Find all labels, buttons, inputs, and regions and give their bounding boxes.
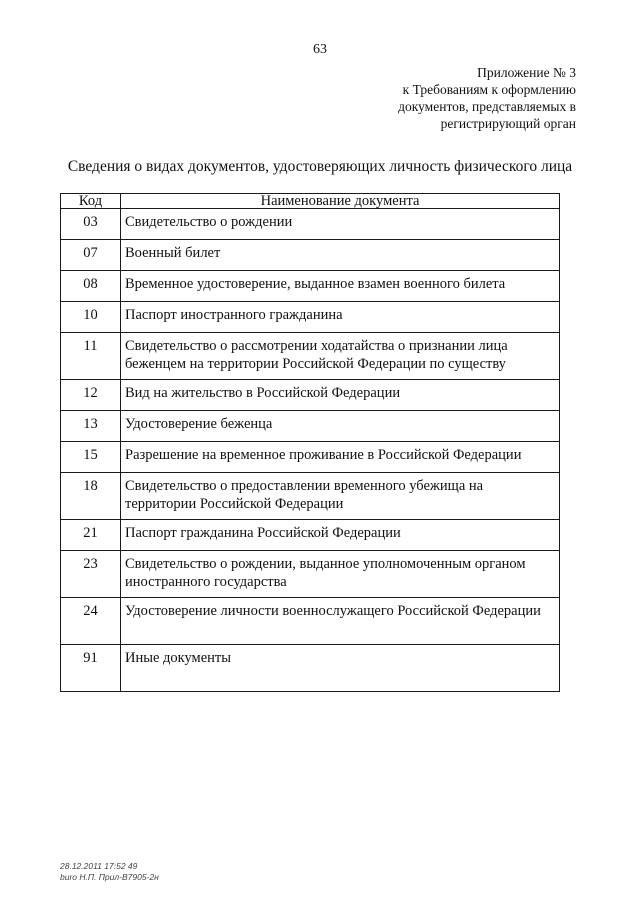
page-number: 63 bbox=[313, 42, 327, 57]
appendix-note bbox=[376, 64, 576, 132]
row-name: Паспорт гражданина Российской Федерации bbox=[121, 520, 560, 551]
table-row bbox=[61, 333, 560, 380]
table-row bbox=[61, 271, 560, 302]
table-row bbox=[61, 520, 560, 551]
row-name: Свидетельство о рождении, выданное уполномоченным органом иностранного государства bbox=[121, 551, 560, 598]
row-name: Свидетельство о предоставлении временного убежища на территории Российской Федерации bbox=[121, 473, 560, 520]
row-name: Вид на жительство в Российской Федерации bbox=[121, 380, 560, 411]
row-code: 21 bbox=[61, 520, 121, 551]
document-title: Сведения о видах документов, удостоверяющих личность физического лица bbox=[67, 158, 573, 175]
row-name: Паспорт иностранного гражданина bbox=[121, 302, 560, 333]
row-code: 24 bbox=[61, 598, 121, 645]
document-types-table bbox=[60, 193, 560, 692]
table-row bbox=[61, 302, 560, 333]
appendix-line: документов, представляемых в bbox=[398, 99, 576, 114]
row-code: 12 bbox=[61, 380, 121, 411]
header-name: Наименование документа bbox=[121, 194, 560, 209]
appendix-line: к Требованиям к оформлению bbox=[402, 82, 576, 97]
appendix-line: регистрирующий орган bbox=[440, 116, 576, 131]
row-name: Временное удостоверение, выданное взамен военного билета bbox=[121, 271, 560, 302]
row-code: 10 bbox=[61, 302, 121, 333]
footer-timestamp: 28.12.2011 17:52 49 bbox=[60, 861, 138, 871]
row-name: Свидетельство о рассмотрении ходатайства о признании лица беженцем на территории Российской Федерации по существу bbox=[121, 333, 560, 380]
row-code: 23 bbox=[61, 551, 121, 598]
row-name: Свидетельство о рождении bbox=[121, 209, 560, 240]
row-code: 18 bbox=[61, 473, 121, 520]
footer-stamp bbox=[60, 861, 159, 883]
table-row bbox=[61, 442, 560, 473]
header-code: Код bbox=[61, 194, 121, 209]
table-row bbox=[61, 240, 560, 271]
table-row bbox=[61, 209, 560, 240]
table-row bbox=[61, 380, 560, 411]
row-code: 11 bbox=[61, 333, 121, 380]
row-code: 91 bbox=[61, 645, 121, 692]
row-name: Разрешение на временное проживание в Российской Федерации bbox=[121, 442, 560, 473]
table-row bbox=[61, 645, 560, 692]
row-code: 15 bbox=[61, 442, 121, 473]
appendix-line: Приложение № 3 bbox=[477, 65, 576, 80]
table-row bbox=[61, 598, 560, 645]
row-name: Иные документы bbox=[121, 645, 560, 692]
footer-reference: buro Н.П. Прил-В7905-2н bbox=[60, 872, 159, 882]
table-row bbox=[61, 551, 560, 598]
row-code: 03 bbox=[61, 209, 121, 240]
row-code: 13 bbox=[61, 411, 121, 442]
table-row bbox=[61, 473, 560, 520]
row-name: Военный билет bbox=[121, 240, 560, 271]
row-code: 08 bbox=[61, 271, 121, 302]
row-name: Удостоверение личности военнослужащего Российской Федерации bbox=[121, 598, 560, 645]
row-name: Удостоверение беженца bbox=[121, 411, 560, 442]
row-code: 07 bbox=[61, 240, 121, 271]
table-header-row bbox=[61, 194, 560, 209]
table-row bbox=[61, 411, 560, 442]
